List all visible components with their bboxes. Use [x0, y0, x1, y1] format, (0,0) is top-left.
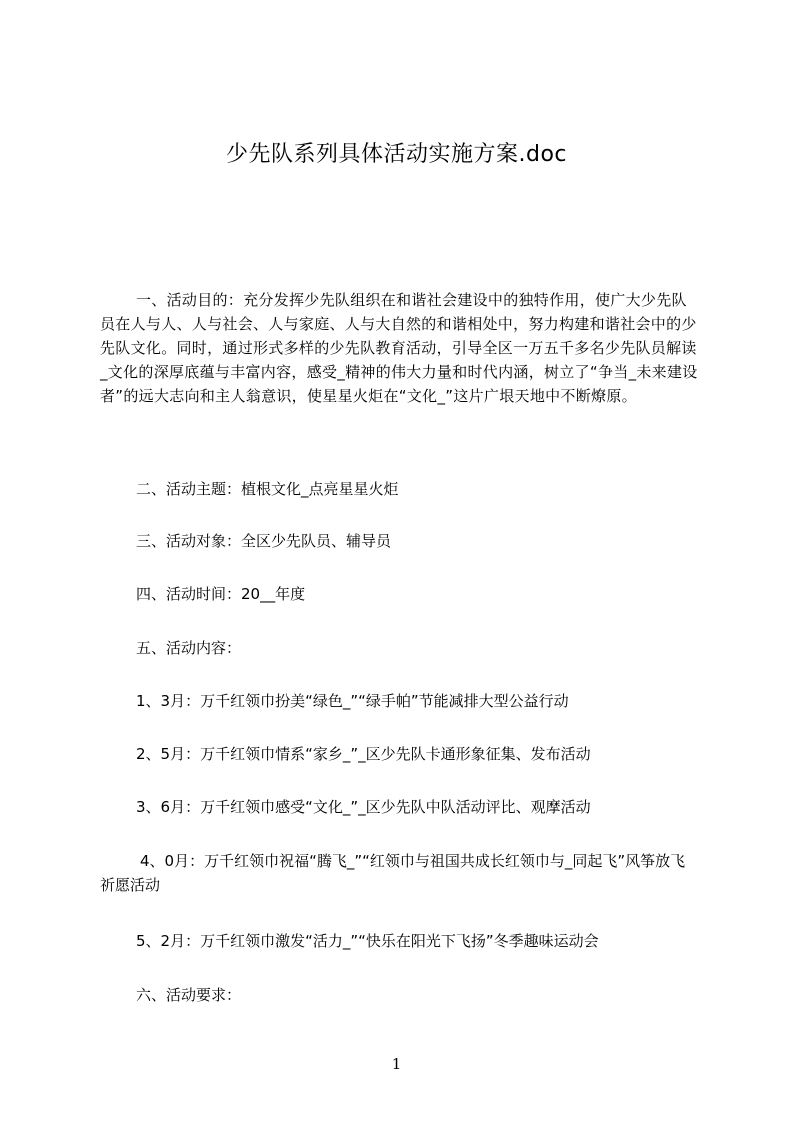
activity-item-1: 1、3月：万千红领巾扮美“绿色_”“绿手帕”节能减排大型公益行动 [136, 692, 569, 710]
page-number: 1 [391, 1055, 402, 1073]
target-line: 三、活动对象：全区少先队员、辅导员 [136, 532, 392, 550]
document-title: 少先队系列具体活动实施方案.doc [225, 142, 567, 167]
activity-item-2: 2、5月：万千红领巾情系“家乡_”_区少先队卡通形象征集、发布活动 [136, 745, 591, 763]
intro-paragraph: 一、活动目的：充分发挥少先队组织在和谐社会建设中的独特作用，使广大少先队员在人与人、人与社会、人与家庭、人与大自然的和谐相处中，努力构建和谐社会中的少先队文化。同时，通过形式多样的少先队教育活动，引导全区一万五千多名少先队员解读_文化的深厚底蕴与丰富内容，感受_精神的伟大力量和时代内涵，树立了“争当_未来建设者”的远大志向和主人翁意识，使星星火炬在“文化_”这片广垠天地中不断燎原。 [100, 291, 698, 405]
activity-item-5: 5、2月：万千红领巾激发“活力_”“快乐在阳光下飞扬”冬季趣味运动会 [136, 932, 599, 950]
activity-item-4: 4、0月：万千红领巾祝福“腾飞_”“红领巾与祖国共成长红领巾与_同起飞”风筝放飞祈愿活动 [100, 852, 686, 894]
theme-line: 二、活动主题：植根文化_点亮星星火炬 [136, 480, 399, 498]
requirements-heading: 六、活动要求： [136, 986, 242, 1004]
time-line: 四、活动时间：20__年度 [136, 585, 306, 603]
activity-item-3: 3、6月：万千红领巾感受“文化_”_区少先队中队活动评比、观摩活动 [136, 798, 591, 816]
content-heading: 五、活动内容： [136, 639, 242, 657]
